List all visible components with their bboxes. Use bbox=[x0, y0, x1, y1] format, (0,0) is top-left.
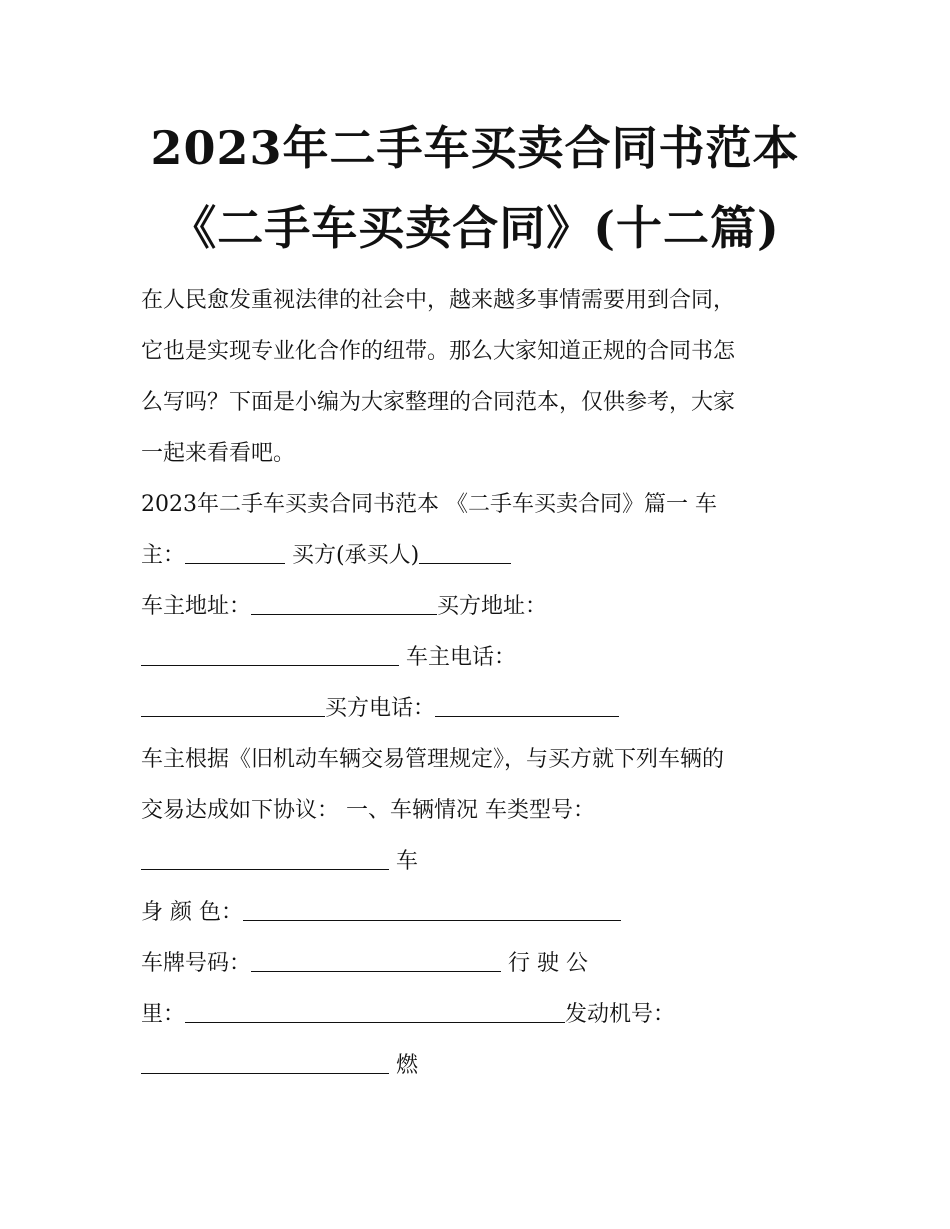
mileage-label-end: 里： bbox=[141, 1002, 186, 1027]
buyer-name-blank[interactable] bbox=[419, 541, 511, 564]
engine-label: 发动机号： bbox=[565, 1002, 676, 1027]
document-title-line-1: 2023年二手车买卖合同书范本 bbox=[150, 121, 800, 175]
fuel-label: 燃 bbox=[389, 1053, 418, 1078]
document-title-line-2: 《二手车买卖合同》(十二篇) bbox=[170, 201, 780, 255]
body-color-row bbox=[141, 898, 621, 928]
plate-row bbox=[141, 949, 588, 979]
intro-line-1: 在人民愈发重视法律的社会中，越来越多事情需要用到合同， bbox=[141, 288, 736, 313]
agreement-line-1: 车主根据《旧机动车辆交易管理规定》，与买方就下列车辆的 bbox=[141, 747, 725, 772]
owner-phone-row bbox=[141, 643, 516, 673]
owner-address-label: 车主地址： bbox=[141, 594, 252, 619]
body-color-label: 身 颜 色： bbox=[141, 900, 243, 925]
buyer-phone-row bbox=[141, 694, 619, 724]
mileage-engine-row bbox=[141, 1000, 675, 1030]
body-color-blank[interactable] bbox=[243, 898, 621, 921]
intro-line-3: 么写吗？下面是小编为大家整理的合同范本，仅供参考，大家 bbox=[141, 390, 736, 415]
mileage-label-start: 行 驶 公 bbox=[501, 951, 588, 976]
buyer-label: 买方(承买人) bbox=[285, 543, 420, 568]
intro-line-2: 它也是实现专业化合作的纽带。那么大家知道正规的合同书怎 bbox=[141, 339, 736, 364]
agreement-line-2: 交易达成如下协议： 一、车辆情况 车类型号： bbox=[141, 798, 595, 823]
car-body-label: 车 bbox=[389, 849, 418, 874]
car-model-row bbox=[141, 847, 418, 877]
owner-phone-label: 车主电话： bbox=[399, 645, 516, 670]
mileage-blank[interactable] bbox=[185, 1000, 565, 1023]
intro-line-4: 一起来看看吧。 bbox=[141, 441, 296, 466]
buyer-address-blank[interactable] bbox=[141, 643, 399, 666]
owner-phone-blank[interactable] bbox=[141, 694, 325, 717]
address-row bbox=[141, 592, 547, 622]
car-model-blank[interactable] bbox=[141, 847, 389, 870]
owner-address-blank[interactable] bbox=[251, 592, 437, 615]
plate-blank[interactable] bbox=[251, 949, 501, 972]
buyer-address-label: 买方地址： bbox=[437, 594, 548, 619]
buyer-phone-label: 买方电话： bbox=[325, 696, 436, 721]
buyer-phone-blank[interactable] bbox=[435, 694, 619, 717]
engine-number-blank[interactable] bbox=[141, 1051, 389, 1074]
owner-name-blank[interactable] bbox=[185, 541, 285, 564]
plate-label: 车牌号码： bbox=[141, 951, 252, 976]
contract-heading: 2023年二手车买卖合同书范本 《二手车买卖合同》篇一 车 bbox=[141, 492, 717, 517]
owner-label: 主： bbox=[141, 543, 186, 568]
owner-buyer-row bbox=[141, 541, 511, 571]
engine-fuel-row bbox=[141, 1051, 418, 1081]
